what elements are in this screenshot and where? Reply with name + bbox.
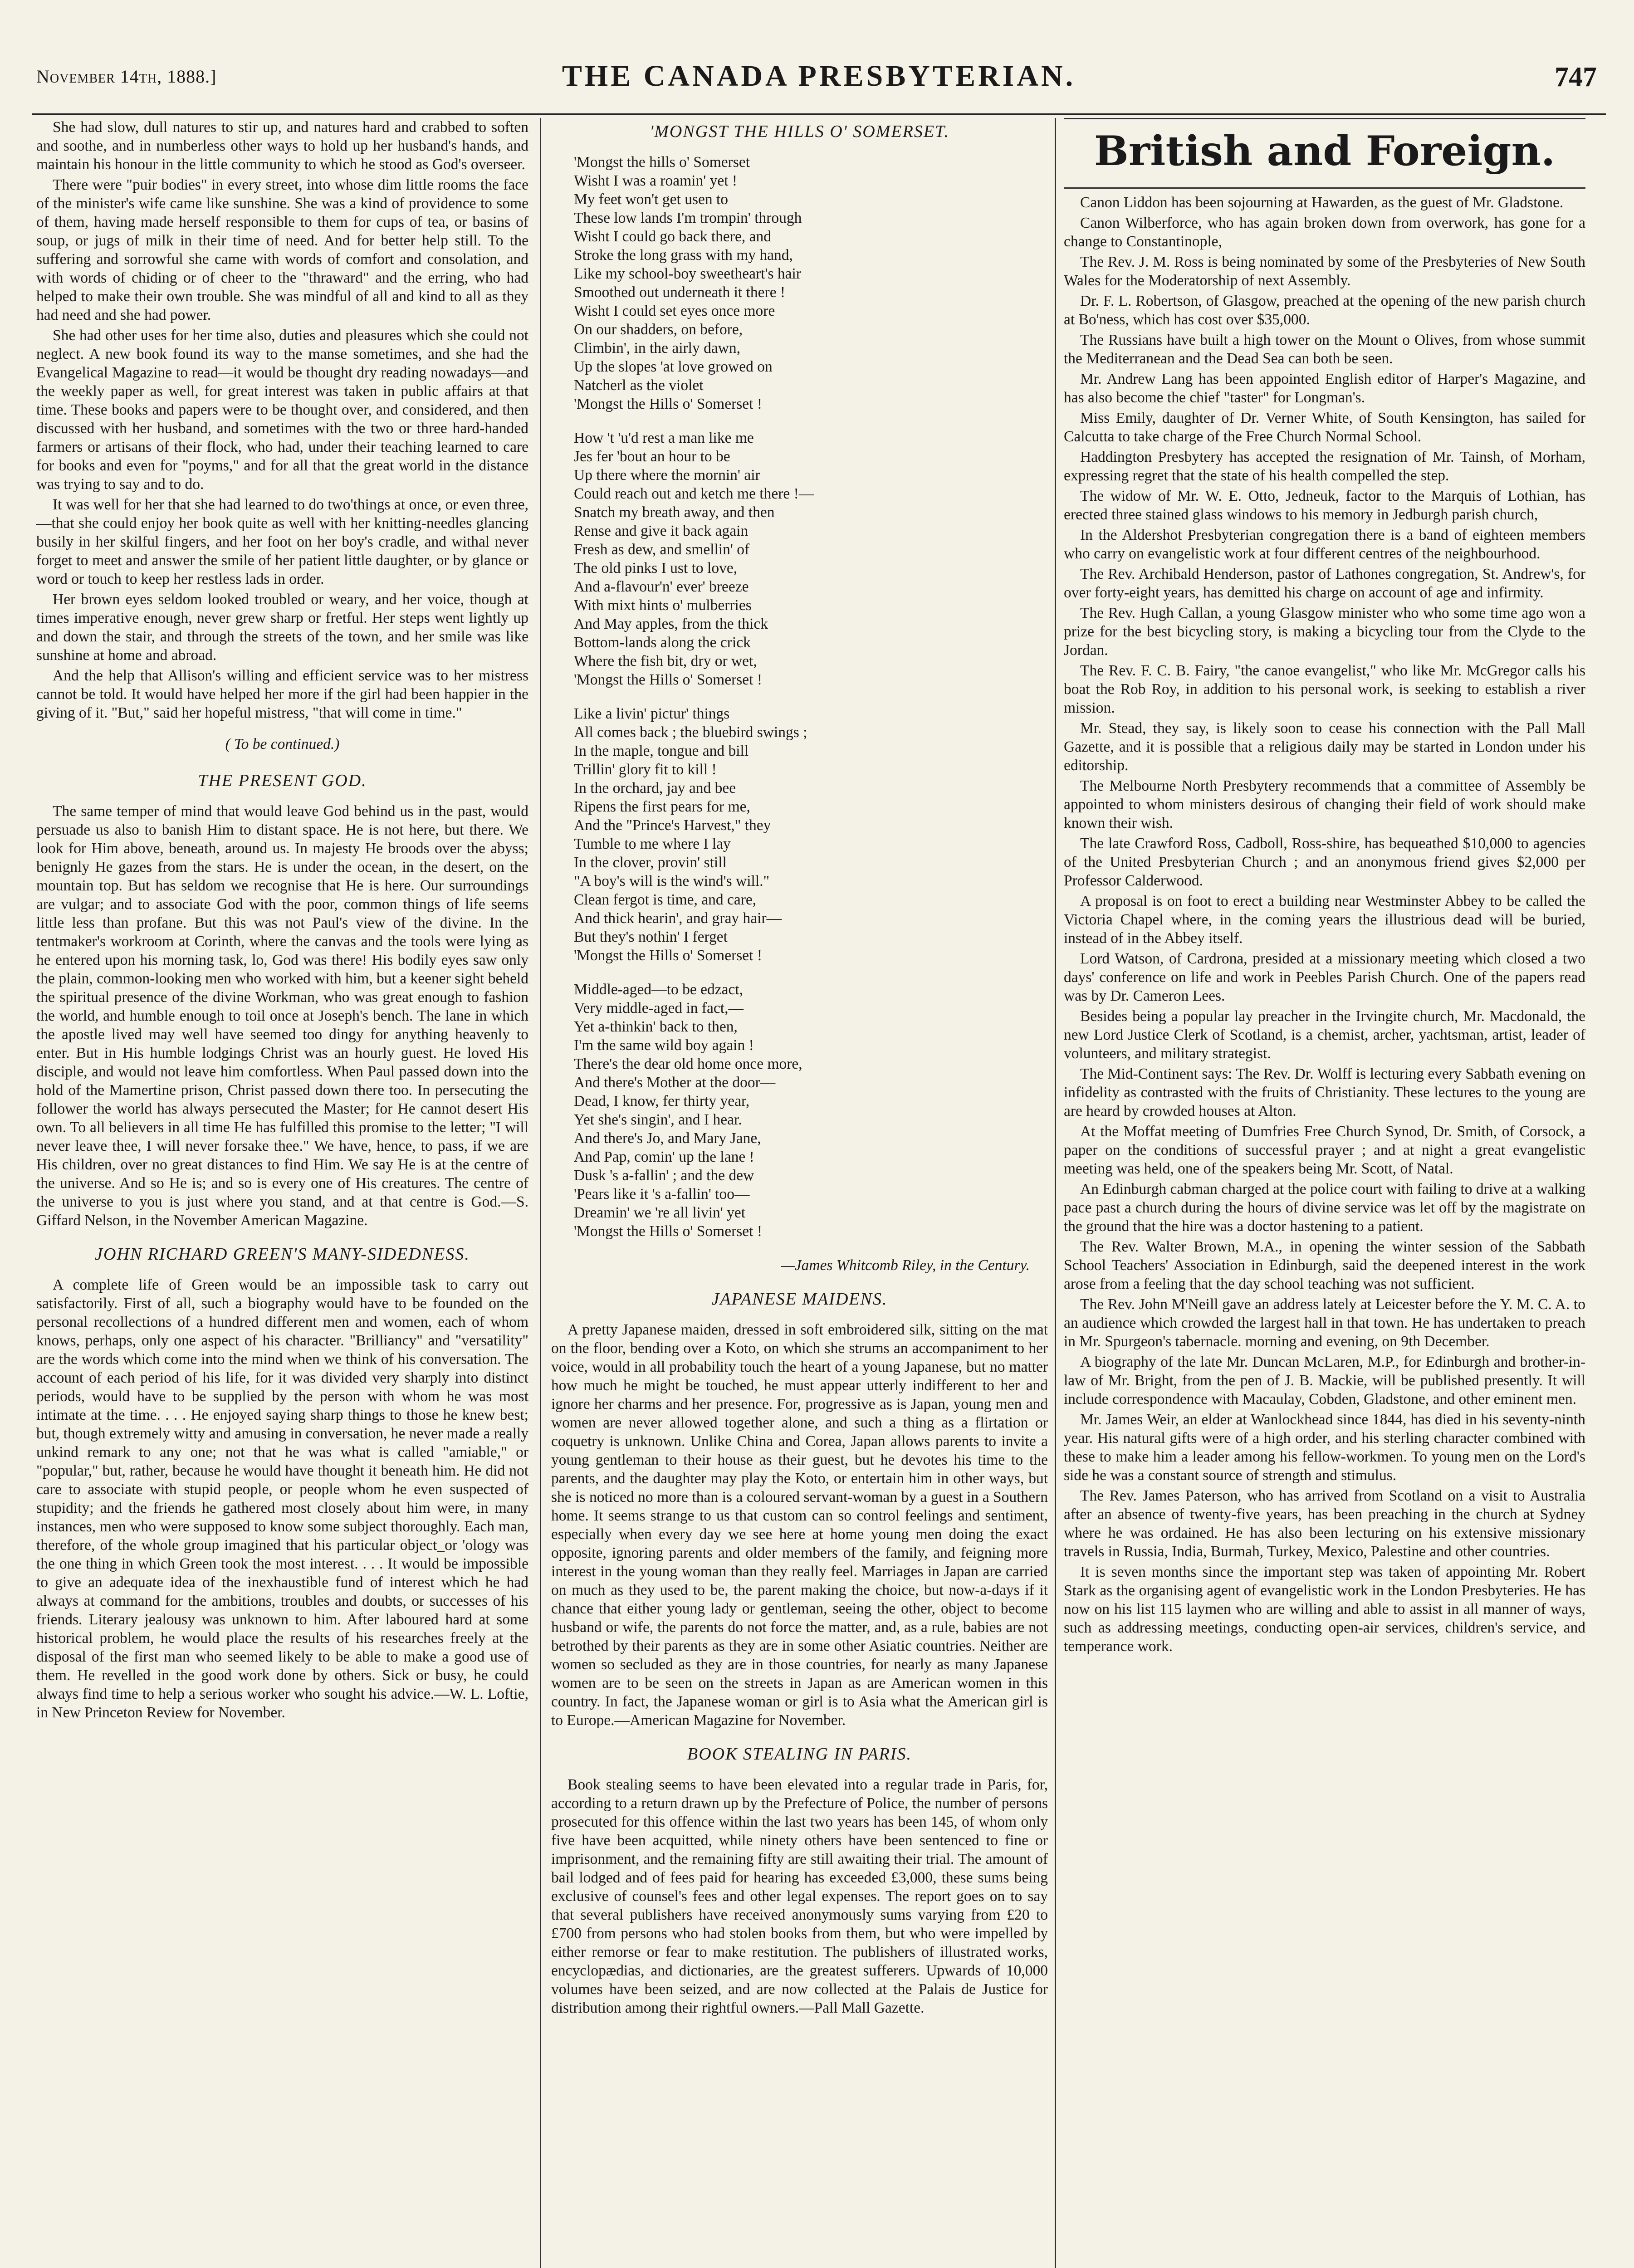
poem-line: But they's nothin' I ferget [574,929,728,945]
poem-line: Very middle-aged in fact,— [574,1000,744,1017]
section-title: British and Foreign. [1064,118,1585,189]
news-item: Canon Liddon has been sojourning at Hawarden, as the guest of Mr. Gladstone. [1080,194,1564,211]
story-paragraph: She had slow, dull natures to stir up, and natures hard and crabbed to soften and soothe, and in numberless other ways to hold up her husband's hands, and maintain his honour in the little community to which he stood as God's overseer. [36,119,528,173]
news-item: Canon Wilberforce, who has again broken down from overwork, has gone for a change to Constantinople, [1064,215,1585,250]
story-paragraph: And the help that Allison's willing and efficient service was to her mistress cannot be told. It would have helped her more if the girl had been happier in the giving of it. "But," said her hopeful mistress, "that will come in time." [36,667,528,721]
poem-line: These low lands I'm trompin' through [574,210,802,226]
poem-somerset [551,122,1048,1275]
article-japanese-maidens [551,1290,1048,1730]
news-item: Miss Emily, daughter of Dr. Verner White, of South Kensington, has sailed for Calcutta to take charge of the Free Church Normal School. [1064,410,1585,445]
poem-line: Trillin' glory fit to kill ! [574,761,717,778]
poem-line: Fresh as dew, and smellin' of [574,541,750,558]
to-be-continued: ( To be continued.) [225,736,340,753]
news-item: Dr. F. L. Robertson, of Glasgow, preached at the opening of the new parish church at Bo'ness, which has cost over $35,000. [1064,293,1585,328]
poem-line: Climbin', in the airly dawn, [574,340,741,357]
news-item: The Rev. Walter Brown, M.A., in opening the winter session of the Sabbath School Teachers' Association in Edinburgh, said the deepened interest in the work arose from a feeling that the day school teaching was not sufficient. [1064,1238,1585,1292]
article-present-god [36,772,528,1230]
poem-line: Snatch my breath away, and then [574,504,775,521]
news-item: At the Moffat meeting of Dumfries Free Church Synod, Dr. Smith, of Corsock, a paper on the conditions of successful prayer ; and at night a great evangelistic meeting was held, one of the speakers being Mr. Scott, of Natal. [1064,1123,1585,1177]
serial-story [36,118,528,753]
column-divider [540,118,541,2268]
story-paragraph: Her brown eyes seldom looked troubled or weary, and her voice, though at times imperative enough, never grew sharp or fretful. Her steps went lightly up and down the stair, and through the streets of the town, and her smile was like sunshine at home and abroad. [36,591,528,664]
poem-line: And thick hearin', and gray hair— [574,910,782,927]
poem-credit: —James Whitcomb Riley, in the Century. [781,1257,1030,1274]
poem-line: My feet won't get usen to [574,191,729,208]
news-item: The Rev. James Paterson, who has arrived from Scotland on a visit to Australia after an absence of twenty-five years, has been preaching in the church at Sydney where he was ordained. He has also been lecturing on his extensive missionary travels in Russia, India, Burmah, Turkey, Mexico, Palestine and other countries. [1064,1487,1585,1560]
article-paragraph: The same temper of mind that would leave God behind us in the past, would persuade us also to banish Him to distant space. He is not here, but there. We look for Him above, beneath, around us. In majesty He broods over the abyss; benignly He gazes from the stars. He is under the ocean, in the desert, on the mountain top. But has seldom we recognise that He is here. Our surroundings are vulgar; and to associate God with the poor, common things of life seems little less than profane. But this was not Paul's view of the divine. In the tentmaker's workroom at Corinth, where the canvas and the tools were lying as he entered upon his morning task, lo, God was there! His bodily eyes saw only the plain, common-looking men who worked with him, but a keener sight beheld the spiritual presence of the divine Workman, who was great enough to fashion the world, and humble enough to toil once at Joseph's bench. The lane in which the apostle lived may well have seemed too dingy for anything heavenly to enter. But in His humble lodgings Christ was an hourly guest. He loved His disciple, and would not leave him comfortless. When Paul passed down into the hold of the Mamertine prison, Christ passed down there too. In persecuting the follower the world has always persecuted the Master; for He cannot desert His own. To all believers in all time He has fulfilled this promise to the letter; "I will never leave thee, I will never forsake thee." We have, hence, to pass, if we are His children, over no great distances to find Him. We say He is at the centre of the universe. And so He is; and so is every one of His creatures. The centre of the universe to you is just where you stand, and at that centre is God.—S. Giffard Nelson, in the November American Magazine. [36,803,528,1229]
news-item: The Rev. Hugh Callan, a young Glasgow minister who who some time ago won a prize for the best bicycling story, is making a bicycling tour from the Clyde to the Jordan. [1064,605,1585,659]
poem-line: Up the slopes 'at love growed on [574,358,773,375]
newspaper-title: THE CANADA PRESBYTERIAN. [562,59,1076,93]
column-middle [551,118,1048,2268]
poem-line: 'Mongst the Hills o' Somerset ! [574,1223,762,1240]
poem-line: Yet she's singin', and I hear. [574,1111,742,1128]
poem-stanza [574,429,1048,689]
poem-line: In the clover, provin' still [574,854,727,871]
poem-line: 'Pears like it 's a-fallin' too— [574,1186,750,1202]
poem-line: And there's Jo, and Mary Jane, [574,1130,761,1147]
news-item: The Melbourne North Presbytery recommends that a committee of Assembly be appointed to whom ministers desirous of changing their field of work should make known their wish. [1064,777,1585,831]
poem-line: Dreamin' we 're all livin' yet [574,1204,746,1221]
article-heading: THE PRESENT GOD. [198,771,367,790]
poem-line: All comes back ; the bluebird swings ; [574,724,807,741]
news-item: The widow of Mr. W. E. Otto, Jedneuk, factor to the Marquis of Lothian, has erected three stained glass windows to his memory in Jedburgh parish church, [1064,488,1585,523]
page-number: 747 [1555,62,1597,93]
poem-line: Clean fergot is time, and care, [574,891,757,908]
poem-line: 'Mongst the Hills o' Somerset ! [574,947,762,964]
poem-stanza [574,704,1048,965]
news-item: The Mid-Continent says: The Rev. Dr. Wolff is lecturing every Sabbath evening on infidelity as contrasted with the fruits of Christianity. These lectures to the young are are heard by crowded houses at Alton. [1064,1066,1585,1119]
news-item: Mr. Andrew Lang has been appointed English editor of Harper's Magazine, and has also become the chief "taster" for Longman's. [1064,371,1585,406]
news-item: Haddington Presbytery has accepted the resignation of Mr. Tainsh, of Morham, expressing regret that the state of his health compelled the step. [1064,449,1585,484]
poem-heading: 'MONGST THE HILLS O' SOMERSET. [650,122,949,141]
poem-line: There's the dear old home once more, [574,1056,802,1072]
poem-line: The old pinks I ust to love, [574,560,738,577]
poem-line: Where the fish bit, dry or wet, [574,653,757,670]
poem-line: Wisht I was a roamin' yet ! [574,172,738,189]
poem-line: Middle-aged—to be edzact, [574,981,743,998]
poem-line: Could reach out and ketch me there !— [574,485,814,502]
article-paragraph: A complete life of Green would be an impossible task to carry out satisfactorily. First of all, such a biography would have to be founded on the personal recollections of a hundred different men and women, each of whom knows, perhaps, only one aspect of his character. "Brilliancy" and "versatility" are the words which come into the mind when we think of his conversation. The account of each period of his life, for it was divided very sharply into distinct periods, would have to be supplied by the person with whom he was most intimate at the time. . . . He enjoyed saying sharp things to those he knew best; but, though extremely witty and amusing in conversation, he never made a really unkind remark to any one; not that he was what is called "amiable," or "popular," but, rather, because he would have thought it beneath him. He did not care to associate with stupid people, or people whom he even suspected of stupidity; and the friends he gathered most closely about him were, in many instances, men who were supposed to know some subject thoroughly. Each man, therefore, of the whole group imagined that his particular object_or 'ology was the one thing in which Green took the most interest. . . . It would be impossible to give an adequate idea of the inexhaustible fund of interest which he had always at command for the ambitions, troubles and doubts, or successes of his friends. Literary jealousy was unknown to him. After laboured hard at some historical problem, he would place the results of his researches freely at the disposal of the first man who seemed likely to be able to make a good use of them. He revelled in the good work done by others. Sick or busy, he could always find time to help a serious worker who sought his advice.—W. L. Loftie, in New Princeton Review for November. [36,1276,528,1721]
poem-line: And Pap, comin' up the lane ! [574,1149,754,1165]
news-item: Mr. James Weir, an elder at Wanlockhead since 1844, has died in his seventy-ninth year. His natural gifts were of a high order, and his sterling character combined with these to make him a leader among his fellow-workmen. To young men on the Lord's side he was a constant source of strength and stimulus. [1064,1411,1585,1484]
masthead [32,41,1606,115]
news-item: The Rev. F. C. B. Fairy, "the canoe evangelist," who like Mr. McGregor calls his boat the Rob Roy, in addition to his personal work, is seeking to establish a river mission. [1064,662,1585,716]
poem-line: In the maple, tongue and bill [574,743,749,759]
story-paragraph: There were "puir bodies" in every street, into whose dim little rooms the face of the minister's wife came like sunshine. She was a kind of providence to some of them, having made herself responsible to them for cups of tea, or basins of soup, or jugs of milk in their time of need. And for better help still. To the suffering and sorrowful she came with words of comfort and consolation, and with words of chiding or of cheer to the "thraward" and the erring, who had helped to make their own trouble. She was mindful of all and kind to all as they had need and she had power. [36,176,528,323]
poem-line: Up there where the mornin' air [574,467,760,484]
poem-line: Wisht I could set eyes once more [574,303,775,319]
poem-line: Rense and give it back again [574,523,749,539]
poem-line: Ripens the first pears for me, [574,798,750,815]
poem-line: Like my school-boy sweetheart's hair [574,265,801,282]
news-item: The Russians have built a high tower on the Mount o Olives, from whose summit the Mediterranean and the Dead Sea can both be seen. [1064,332,1585,367]
poem-body [574,153,1048,1241]
poem-line: I'm the same wild boy again ! [574,1037,754,1054]
article-heading: JAPANESE MAIDENS. [711,1290,888,1309]
story-paragraph: It was well for her that she had learned to do two'things at once, or even three,—that she could enjoy her book quite as well with her knitting-needles glancing busily in her skilful fingers, and her foot on her boy's cradle, and withal never forget to meet and answer the smile of her patient little daughter, or by glance or word or touch to keep her restless lads in order. [36,496,528,587]
poem-line: And there's Mother at the door— [574,1074,776,1091]
news-item: The Rev. John M'Neill gave an address lately at Leicester before the Y. M. C. A. to an audience which crowded the largest hall in that town. He has undertaken to preach in Mr. Spurgeon's tabernacle. morning and evening, on 9th December. [1064,1296,1585,1350]
news-item: A proposal is on foot to erect a building near Westminster Abbey to be called the Victoria Chapel where, in the coming years the illustrious dead will be buried, instead of in the Abbey itself. [1064,893,1585,947]
poem-line: 'Mongst the hills o' Somerset [574,154,750,171]
poem-line: Stroke the long grass with my hand, [574,247,793,264]
poem-line: On our shadders, on before, [574,321,743,338]
news-item: Besides being a popular lay preacher in the Irvingite church, Mr. Macdonald, the new Lord Justice Clerk of Scotland, is a chemist, archer, yachtsman, artist, leader of volunteers, and military strategist. [1064,1008,1585,1062]
issue-date: November 14th, 1888.] [36,66,217,87]
poem-line: Jes fer 'bout an hour to be [574,448,730,465]
poem-line: 'Mongst the Hills o' Somerset ! [574,671,762,688]
article-book-stealing [551,1745,1048,2017]
news-item: Mr. Stead, they say, is likely soon to cease his connection with the Pall Mall Gazette, and it is possible that a religious daily may be started in London under his editorship. [1064,720,1585,774]
article-green [36,1245,528,1722]
news-item: In the Aldershot Presbyterian congregation there is a band of eighteen members who carry on evangelistic work at four different centres of the neighbourhood. [1064,527,1585,562]
news-item: The late Crawford Ross, Cadboll, Ross-shire, has bequeathed $10,000 to agencies of the United Presbyterian Church ; and an anonymous friend gives $2,000 per Professor Calderwood. [1064,835,1585,889]
news-item: The Rev. Archibald Henderson, pastor of Lathones congregation, St. Andrew's, for over forty-eight years, has demitted his charge on account of age and infirmity. [1064,566,1585,601]
poem-line: With mixt hints o' mulberries [574,597,752,614]
poem-line: Bottom-lands along the crick [574,634,751,651]
poem-line: Tumble to me where I lay [574,836,731,852]
column-divider [1055,118,1056,2268]
poem-line: Dusk 's a-fallin' ; and the dew [574,1167,754,1184]
news-item: The Rev. J. M. Ross is being nominated by some of the Presbyteries of New South Wales for the Moderatorship of next Assembly. [1064,254,1585,289]
news-items [1064,193,1585,1656]
poem-line: Smoothed out underneath it there ! [574,284,786,301]
column-left [36,118,528,2268]
poem-line: In the orchard, jay and bee [574,780,736,797]
story-paragraph: She had other uses for her time also, duties and pleasures which she could not neglect. A new book found its way to the manse sometimes, and she had the Evangelical Magazine to read—it would be thought dry reading nowadays—and the weekly paper as well, for great interest was taken in public affairs at that time. These books and papers were to be thought over, and considered, and then discussed with her husband, and sometimes with the two or three hard-handed farmers or artisans of their flock, who had, under their teaching learned to care for books and even for "poyms," and for all that the great world in the distance was trying to say and to do. [36,327,528,493]
poem-line: And the "Prince's Harvest," they [574,817,771,834]
poem-line: Dead, I know, fer thirty year, [574,1093,750,1110]
poem-line: 'Mongst the Hills o' Somerset ! [574,396,762,412]
article-paragraph: Book stealing seems to have been elevated into a regular trade in Paris, for, according to a return drawn up by the Prefecture of Police, the number of persons prosecuted for this offence within the last two years has been 145, of whom only five have been acquitted, while ninety others have been sentenced to fine or imprisonment, and the remaining fifty are still awaiting their trial. The amount of bail lodged and of fees paid for hearing has exceeded £3,000, these sums being exclusive of counsel's fees and other legal expenses. The report goes on to say that several publishers have received anonymously sums varying from £20 to £700 from persons who had stolen books from them, but who were impelled by either remorse or fear to make restitution. The publishers of illustrated works, encyclopædias, and dictionaries, are the greatest sufferers. Upwards of 10,000 volumes have been seized, and are now collected at the Palais de Justice for distribution among their rightful owners.—Pall Mall Gazette. [551,1776,1048,2016]
news-item: It is seven months since the important step was taken of appointing Mr. Robert Stark as the organising agent of evangelistic work in the London Presbyteries. He has now on his list 115 laymen who are willing and able to assist in all manner of ways, such as addressing meetings, conducting open-air services, children's service, and temperance work. [1064,1564,1585,1655]
poem-stanza [574,980,1048,1241]
poem-line: "A boy's will is the wind's will." [574,873,770,890]
article-heading: JOHN RICHARD GREEN'S MANY-SIDEDNESS. [95,1245,470,1264]
poem-line: Natcherl as the violet [574,377,704,394]
poem-line: And May apples, from the thick [574,616,768,632]
poem-line: Wisht I could go back there, and [574,228,771,245]
column-right [1064,118,1585,2268]
news-item: Lord Watson, of Cardrona, presided at a missionary meeting which closed a two days' conference on life and work in Peebles Parish Church. One of the papers read was by Dr. Cameron Lees. [1064,950,1585,1004]
poem-line: Yet a-thinkin' back to then, [574,1018,738,1035]
poem-line: How 't 'u'd rest a man like me [574,430,754,446]
news-item: An Edinburgh cabman charged at the police court with failing to drive at a walking pace past a church during the hours of divine service was let off by the magistrate on the ground that the hire was a doctor hastening to a patient. [1064,1181,1585,1235]
article-paragraph: A pretty Japanese maiden, dressed in soft embroidered silk, sitting on the mat on the floor, bending over a Koto, on which she strums an accompaniment to her voice, would in all probability touch the heart of a young Japanese, but no matter how much he might be touched, he must appear utterly indifferent to her and ignore her charms and her presence. For, progressive as is Japan, young men and women are never allowed together alone, and such a thing as a flirtation or coquetry is unknown. Unlike China and Corea, Japan allows parents to invite a young gentleman to their house as their guest, but he devotes his time to the parents, and the daughter may play the Koto, or entertain him in other ways, but she is noticed no more than is a coloured servant-woman by a guest in a Southern home. It seems strange to us that custom can so control feelings and sentiment, especially when every day we see here at home young men doing the exact opposite, ignoring parents and older members of the family, and feigning more interest in the young woman than they really feel. Marriages in Japan are carried on much as they used to be, the parent making the choice, but now-a-days if it chance that either young lady or gentleman, seeing the other, object to become husband or wife, the parents do not force the matter, and, as a rule, babies are not betrothed by their parents as they are in some other Asiatic countries. Neither are women so secluded as they are in those countries, for nearly as many Japanese women are to be seen on the streets in Japan as are American women in this country. In fact, the Japanese woman or girl is to Asia what the American girl is to Europe.—American Magazine for November. [551,1321,1048,1729]
poem-stanza [574,153,1048,413]
news-item: A biography of the late Mr. Duncan McLaren, M.P., for Edinburgh and brother-in-law of Mr. Bright, from the pen of J. B. Mackie, will be published presently. It will include correspondence with Macaulay, Cobden, Gladstone, and other eminent men. [1064,1354,1585,1408]
article-heading: BOOK STEALING IN PARIS. [687,1745,912,1764]
poem-line: And a-flavour'n' ever' breeze [574,578,749,595]
poem-line: Like a livin' pictur' things [574,705,730,722]
